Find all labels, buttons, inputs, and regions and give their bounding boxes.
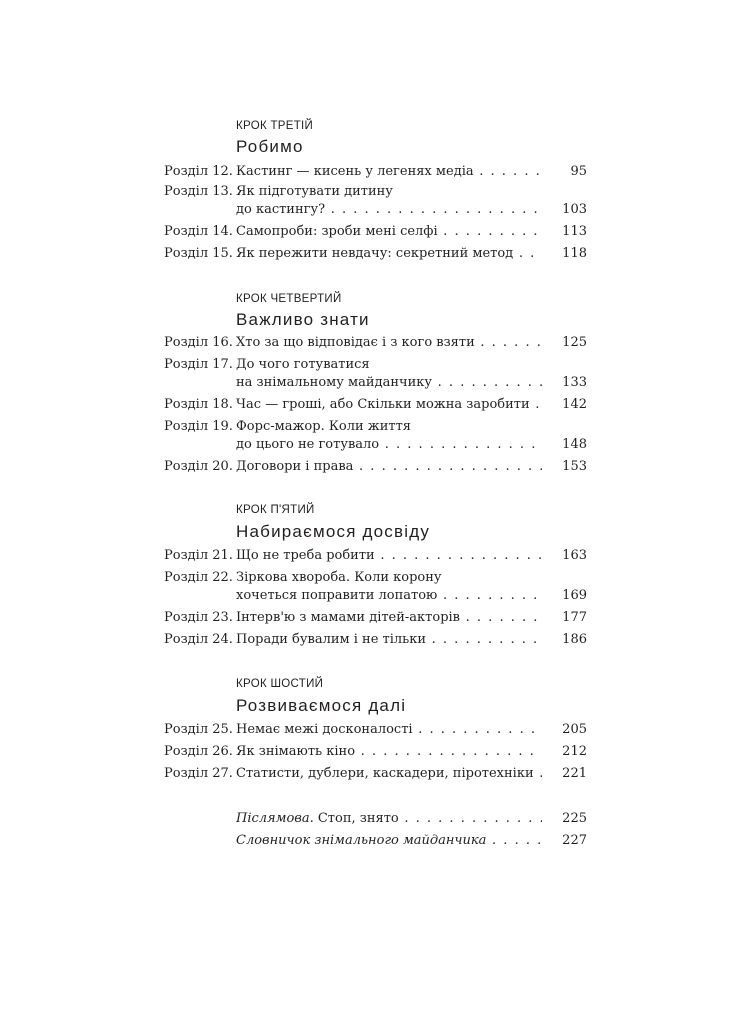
page-number: 205 (562, 722, 587, 737)
step-label: КРОК ЧЕТВЕРТИЙ (236, 293, 342, 305)
toc-entry[interactable] (0, 721, 736, 739)
toc-entry-continued[interactable] (0, 374, 736, 392)
chapter-title: Статисти, дублери, каскадери, піротехніки . . . (236, 765, 542, 783)
toc-entry[interactable] (0, 245, 736, 263)
chapter-title-line1: Зіркова хвороба. Коли корону (236, 570, 442, 585)
chapter-title: до цього не готувало . . . (236, 436, 542, 454)
chapter-title: Кастинг — кисень у легенях медіа . . . (236, 163, 542, 181)
chapter-number: Розділ 21. (164, 548, 233, 563)
toc-entry[interactable] (0, 569, 736, 587)
page-number: 142 (562, 397, 587, 412)
page-number: 163 (562, 548, 587, 563)
chapter-title: на знімальному майданчику . . . (236, 374, 542, 392)
page-number: 148 (562, 437, 587, 452)
step-label: КРОК ТРЕТІЙ (236, 120, 314, 132)
page-number: 125 (562, 335, 587, 350)
chapter-title: Інтерв'ю з мамами дітей-акторів . . . (236, 609, 542, 627)
chapter-number: Розділ 14. (164, 224, 233, 239)
toc-entry[interactable] (0, 765, 736, 783)
chapter-title: Самопроби: зроби мені селфі . . . (236, 223, 542, 241)
glossary-title-italic: Словничок знімального майданчика (236, 833, 487, 848)
page-number: 186 (562, 632, 587, 647)
page-number: 153 (562, 459, 587, 474)
chapter-number: Розділ 22. (164, 570, 233, 585)
chapter-number: Розділ 25. (164, 722, 233, 737)
page-number: 227 (562, 833, 587, 848)
step-title: Важливо знати (236, 310, 370, 329)
chapter-number: Розділ 16. (164, 335, 233, 350)
toc-entry[interactable] (0, 547, 736, 565)
page-number: 133 (562, 375, 587, 390)
afterword-title-italic: Післямова (236, 811, 310, 826)
toc-entry[interactable] (0, 356, 736, 374)
page-number: 118 (562, 246, 587, 261)
chapter-title: Поради бувалим і не тільки . . . (236, 631, 542, 649)
toc-entry[interactable] (0, 334, 736, 352)
toc-entry[interactable] (0, 609, 736, 627)
chapter-title-line1: До чого готуватися (236, 357, 370, 372)
afterword-title-rest: . Стоп, знято (309, 811, 399, 826)
chapter-number: Розділ 19. (164, 419, 233, 434)
chapter-title: до кастингу? . . . (236, 201, 542, 219)
toc-entry[interactable] (0, 163, 736, 181)
chapter-title: Як пережити невдачу: секретний метод . . . (236, 245, 542, 263)
toc-entry-afterword[interactable] (0, 810, 736, 828)
toc-entry[interactable] (0, 458, 736, 476)
toc-entry[interactable] (0, 418, 736, 436)
toc-entry[interactable] (0, 223, 736, 241)
chapter-title-line1: Форс-мажор. Коли життя (236, 419, 411, 434)
toc-entry[interactable] (0, 183, 736, 201)
toc-entry-continued[interactable] (0, 436, 736, 454)
page-number: 113 (562, 224, 587, 239)
chapter-title: Що не треба робити . . . (236, 547, 542, 565)
page-number: 212 (562, 744, 587, 759)
chapter-title: Договори і права . . . (236, 458, 542, 476)
page-number: 177 (562, 610, 587, 625)
toc-entry[interactable] (0, 743, 736, 761)
glossary-title (236, 832, 542, 850)
toc-entry-glossary[interactable] (0, 832, 736, 850)
page-number: 225 (562, 811, 587, 826)
chapter-number: Розділ 15. (164, 246, 233, 261)
chapter-number: Розділ 13. (164, 184, 233, 199)
toc-entry[interactable] (0, 396, 736, 414)
toc-entry[interactable] (0, 631, 736, 649)
step-title: Розвиваємося далі (236, 696, 407, 715)
chapter-number: Розділ 18. (164, 397, 233, 412)
step-label: КРОК ШОСТИЙ (236, 678, 324, 690)
step-title: Робимо (236, 137, 304, 156)
toc-entry-continued[interactable] (0, 201, 736, 219)
chapter-title: хочеться поправити лопатою . . . (236, 587, 542, 605)
chapter-number: Розділ 26. (164, 744, 233, 759)
afterword-title (236, 810, 542, 828)
step-label: КРОК П'ЯТИЙ (236, 504, 315, 516)
chapter-title: Хто за що відповідає і з кого взяти . . . (236, 334, 542, 352)
toc-entry-continued[interactable] (0, 587, 736, 605)
chapter-title: Час — гроші, або Скільки можна заробити . . . (236, 396, 542, 414)
page-number: 221 (562, 766, 587, 781)
chapter-title-line1: Як підготувати дитину (236, 184, 393, 199)
chapter-number: Розділ 24. (164, 632, 233, 647)
chapter-title: Немає межі досконалості . . . (236, 721, 542, 739)
chapter-title: Як знімають кіно . . . (236, 743, 542, 761)
page-number: 103 (562, 202, 587, 217)
chapter-number: Розділ 27. (164, 766, 233, 781)
step-title: Набираємося досвіду (236, 522, 431, 541)
page-number: 95 (570, 164, 587, 179)
chapter-number: Розділ 23. (164, 610, 233, 625)
chapter-number: Розділ 20. (164, 459, 233, 474)
page-number: 169 (562, 588, 587, 603)
chapter-number: Розділ 12. (164, 164, 233, 179)
chapter-number: Розділ 17. (164, 357, 233, 372)
